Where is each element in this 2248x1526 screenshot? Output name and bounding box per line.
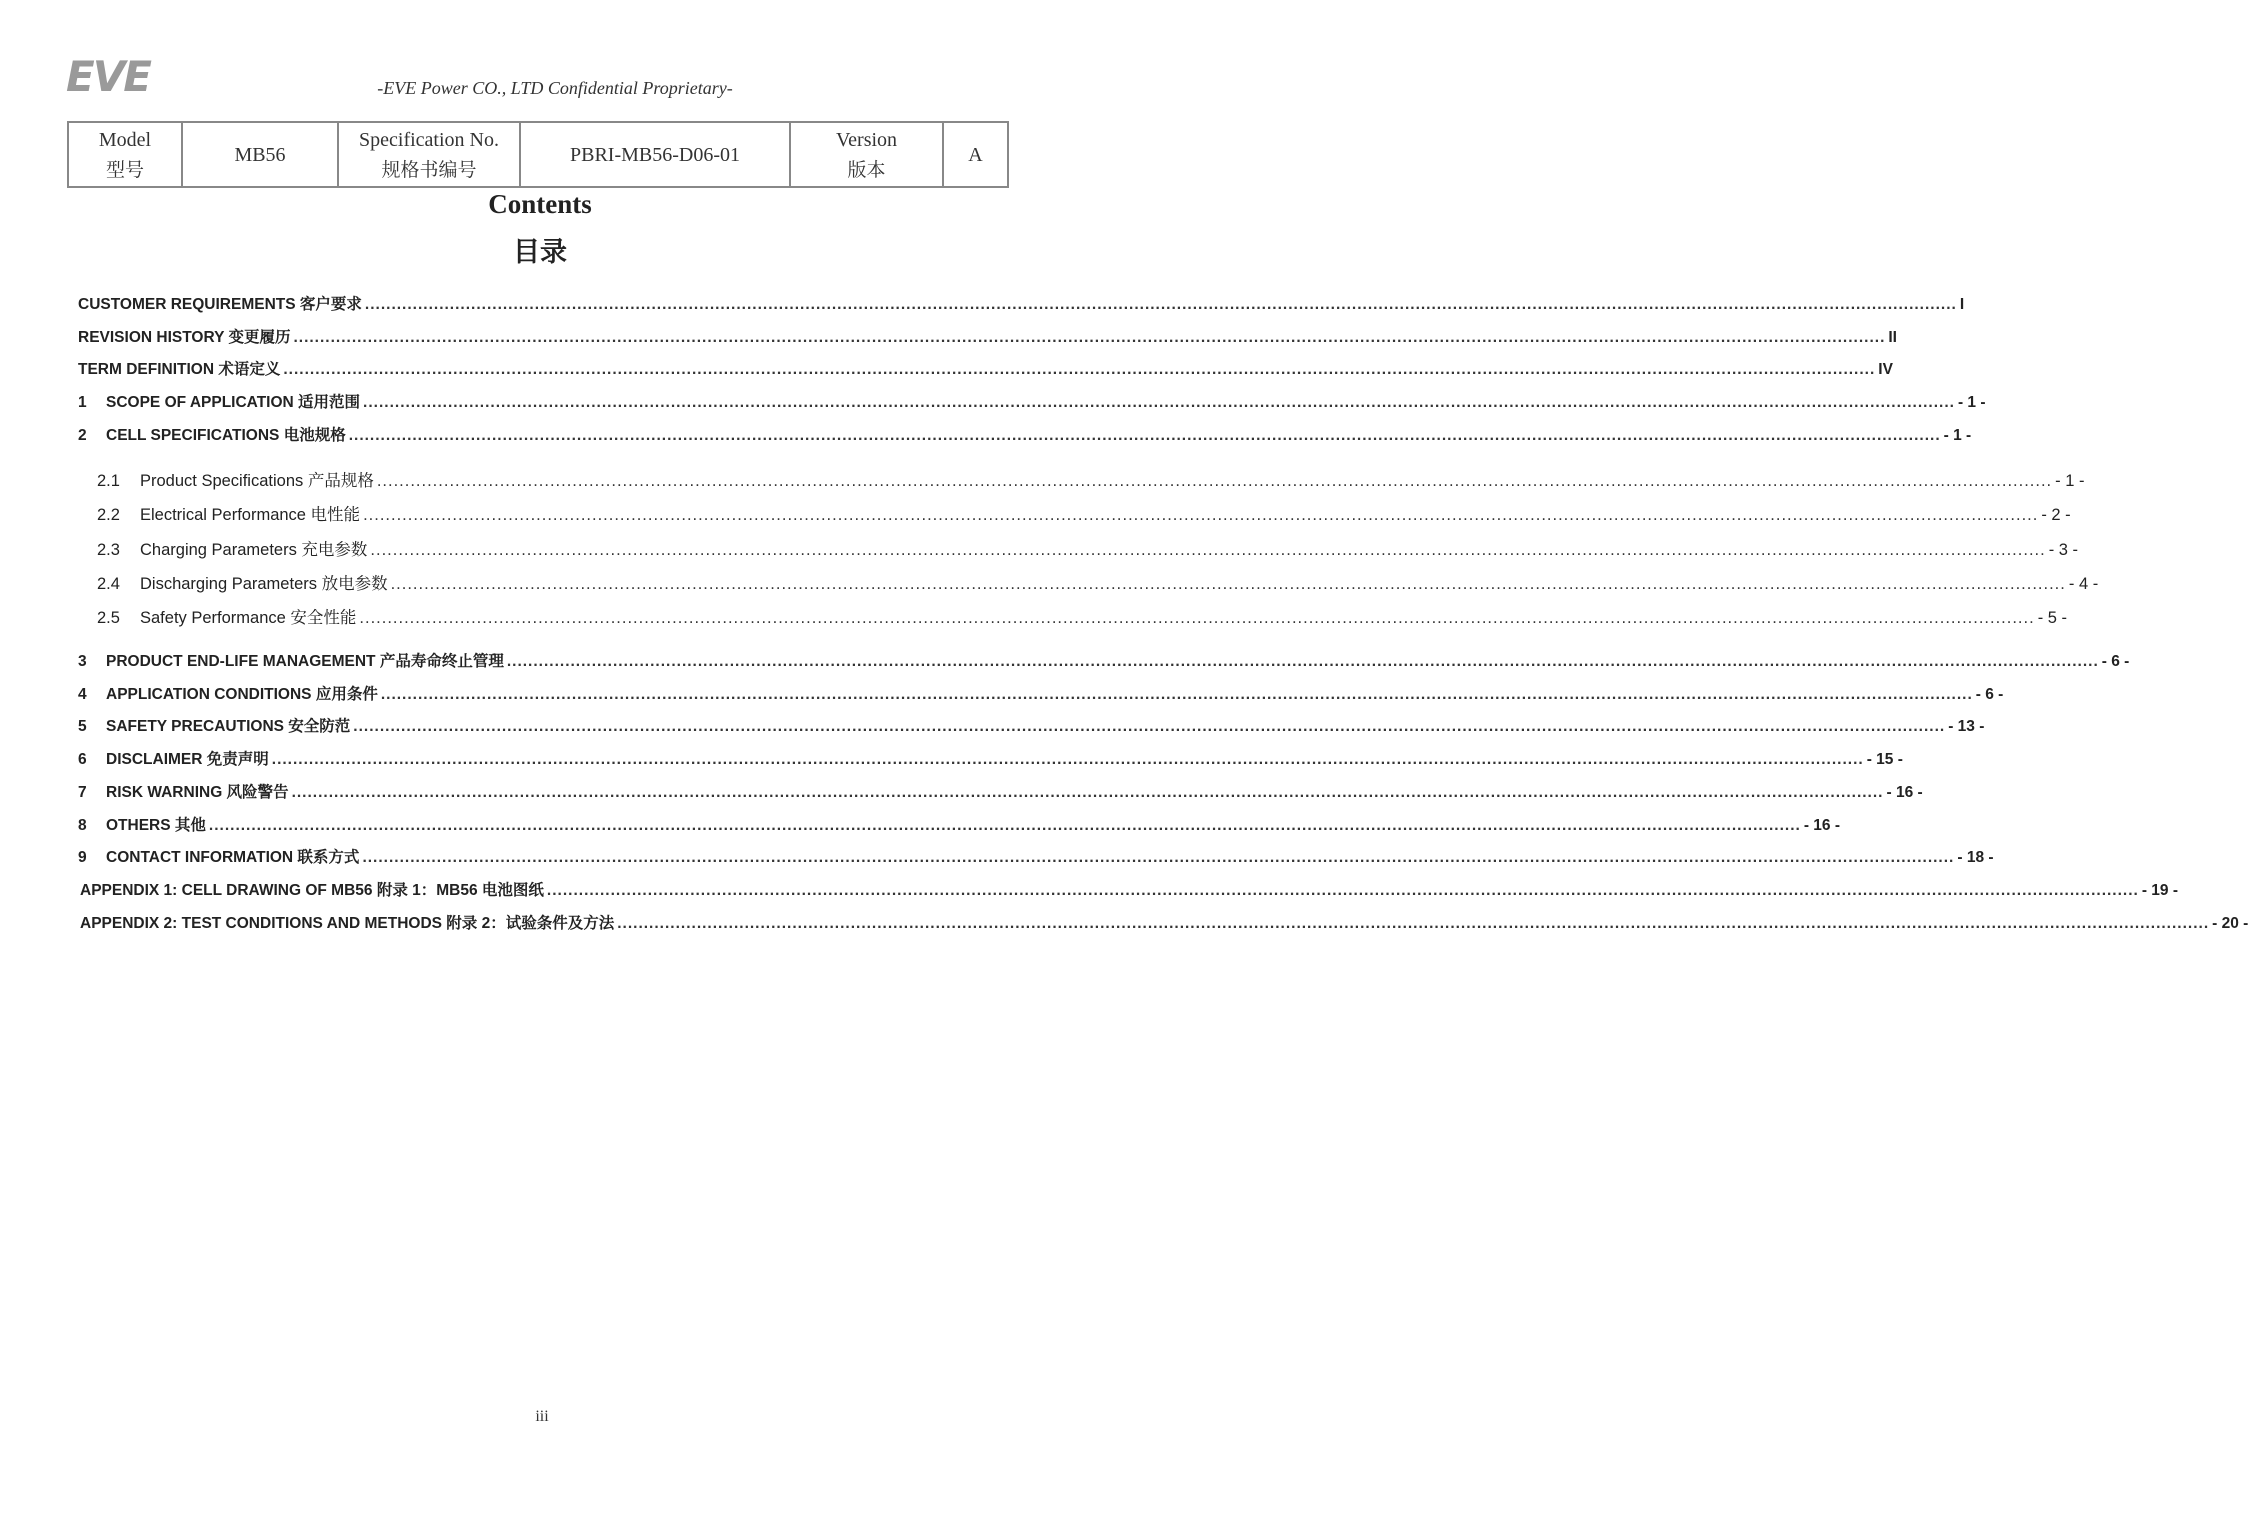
toc-number: 2.3 [97,541,120,559]
toc-label: Product Specifications 产品规格 [140,472,374,490]
toc-entry-6[interactable]: 6 DISCLAIMER 免责声明 ............................................................................................................................................................................................................................................................................................................ - 15 - [78,747,998,771]
toc-label: Safety Performance 安全性能 [140,609,357,627]
toc-entry-3[interactable]: 3 PRODUCT END-LIFE MANAGEMENT 产品寿命终止管理 ............................................................................................................................................................................................................................................................................................................ - 6 - [78,649,998,673]
toc-entry-term-definition[interactable]: TERM DEFINITION 术语定义 ............................................................................................................................................................................................................................................................................................................ IV [78,357,998,381]
toc-number: 3 [78,653,87,670]
toc-entry-5[interactable]: 5 SAFETY PRECAUTIONS 安全防范 ............................................................................................................................................................................................................................................................................................................ - 13 - [78,714,998,738]
toc-number: 6 [78,751,87,768]
toc-label: CUSTOMER REQUIREMENTS 客户要求 [78,296,362,313]
model-label-cell [68,122,182,187]
toc-page: IV [1878,361,1893,378]
toc-page: - 13 - [1948,718,1985,735]
contents-title-cn: 目录 [513,237,567,268]
toc-page: - 18 - [1957,849,1994,866]
toc-label: APPENDIX 2: TEST CONDITIONS AND METHODS 附录 2：试验条件及方法 [80,915,615,932]
toc-number: 2.2 [97,506,120,524]
spec-label-cn: 规格书编号 [381,158,477,181]
toc-page: - 3 - [2048,541,2079,559]
contents-title: Contents [488,189,592,219]
toc-page: - 4 - [2068,575,2099,593]
confidential-notice: -EVE Power CO., LTD Confidential Proprietary- [377,78,733,98]
toc-label: Electrical Performance 电性能 [140,506,361,524]
toc-page: - 1 - [1957,394,1986,411]
toc-number: 8 [78,817,87,834]
toc-number: 9 [78,849,87,866]
toc-number: 2.5 [97,609,120,627]
toc-label: APPENDIX 1: CELL DRAWING OF MB56 附录 1：MB56 电池图纸 [80,882,544,899]
toc-label: DISCLAIMER 免责声明 [106,751,269,768]
toc-entry-customer-requirements[interactable]: CUSTOMER REQUIREMENTS 客户要求 ............................................................................................................................................................................................................................................................................................................ I [78,292,998,316]
version-label-cell [790,122,943,187]
model-value: MB56 [182,122,338,187]
version-value: A [943,122,1008,187]
spec-value: PBRI-MB56-D06-01 [520,122,790,187]
toc-page: - 19 - [2141,882,2179,899]
toc-number: 2.1 [97,472,120,490]
toc-label: APPLICATION CONDITIONS 应用条件 [106,686,378,703]
spec-header-table [67,121,1009,188]
toc-number: 5 [78,718,87,735]
toc-entry-revision-history[interactable]: REVISION HISTORY 变更履历 ............................................................................................................................................................................................................................................................................................................ II [78,325,998,349]
toc-label: CELL SPECIFICATIONS 电池规格 [106,427,346,444]
toc-entry-1[interactable]: 1 SCOPE OF APPLICATION 适用范围 ............................................................................................................................................................................................................................................................................................................ - 1 - [78,390,998,414]
toc-label: SAFETY PRECAUTIONS 安全防范 [106,718,351,735]
toc-page: - 1 - [1943,427,1972,444]
toc-page: - 1 - [2055,472,2085,490]
toc-entry-8[interactable]: 8 OTHERS 其他 ............................................................................................................................................................................................................................................................................................................ - 16 - [78,813,998,837]
toc-entry-7[interactable]: 7 RISK WARNING 风险警告 ............................................................................................................................................................................................................................................................................................................ - 16 - [78,780,998,804]
toc-entry-appendix-2[interactable]: APPENDIX 2: TEST CONDITIONS AND METHODS 附录 2：试验条件及方法 ............................................................................................................................................................................................................................................................................................................ - 20 - [80,911,998,935]
toc-entry-2-4[interactable]: 2.4 Discharging Parameters 放电参数 ............................................................................................................................................................................................................................................................................................................ - 4 - [97,570,998,594]
toc-entry-2[interactable]: 2 CELL SPECIFICATIONS 电池规格 ............................................................................................................................................................................................................................................................................................................ - 1 - [78,423,998,447]
toc-page: - 6 - [2101,653,2130,670]
spec-label-cell [338,122,520,187]
toc-number: 2.4 [97,575,120,593]
version-label-cn: 版本 [847,158,886,181]
toc-page: - 16 - [1886,784,1923,801]
toc-entry-appendix-1[interactable]: APPENDIX 1: CELL DRAWING OF MB56 附录 1：MB56 电池图纸 ............................................................................................................................................................................................................................................................................................................ - 19 - [80,878,998,902]
version-label-en: Version [835,128,898,151]
toc-page: - 20 - [2212,915,2248,932]
toc-label: TERM DEFINITION 术语定义 [78,361,281,378]
toc-entry-2-5[interactable]: 2.5 Safety Performance 安全性能 ............................................................................................................................................................................................................................................................................................................ - 5 - [97,604,998,628]
toc-label: PRODUCT END-LIFE MANAGEMENT 产品寿命终止管理 [106,653,504,670]
toc-label: CONTACT INFORMATION 联系方式 [106,849,360,866]
toc-number: 7 [78,784,87,801]
model-label-cn: 型号 [105,158,144,181]
model-label-en: Model [98,128,152,151]
toc-label: RISK WARNING 风险警告 [106,784,289,801]
toc-label: Discharging Parameters 放电参数 [140,575,388,593]
toc-number: 1 [78,394,87,411]
spec-label-en: Specification No. [359,128,499,151]
toc-page: - 5 - [2037,609,2068,627]
toc-entry-2-2[interactable]: 2.2 Electrical Performance 电性能 ............................................................................................................................................................................................................................................................................................................ - 2 - [97,501,998,525]
toc-page: II [1888,329,1897,346]
toc-entry-2-3[interactable]: 2.3 Charging Parameters 充电参数 ............................................................................................................................................................................................................................................................................................................ - 3 - [97,536,998,560]
eve-logo: EVE [66,52,150,101]
toc-entry-2-1[interactable]: 2.1 Product Specifications 产品规格 ............................................................................................................................................................................................................................................................................................................ - 1 - [97,467,998,491]
toc-entry-9[interactable]: 9 CONTACT INFORMATION 联系方式 ............................................................................................................................................................................................................................................................................................................ - 18 - [78,845,998,869]
toc-page: - 2 - [2041,506,2071,524]
toc-page: - 16 - [1803,817,1841,834]
toc-label: REVISION HISTORY 变更履历 [78,329,291,346]
toc-page: I [1959,296,1965,313]
toc-label: OTHERS 其他 [106,817,206,834]
toc-number: 4 [78,686,87,703]
toc-number: 2 [78,427,87,444]
toc-label: SCOPE OF APPLICATION 适用范围 [106,394,361,411]
page-number: iii [535,1408,549,1425]
toc-entry-4[interactable]: 4 APPLICATION CONDITIONS 应用条件 ............................................................................................................................................................................................................................................................................................................ - 6 - [78,682,998,706]
toc-label: Charging Parameters 充电参数 [140,541,368,559]
toc-page: - 15 - [1866,751,1903,768]
toc-page: - 6 - [1975,686,2004,703]
